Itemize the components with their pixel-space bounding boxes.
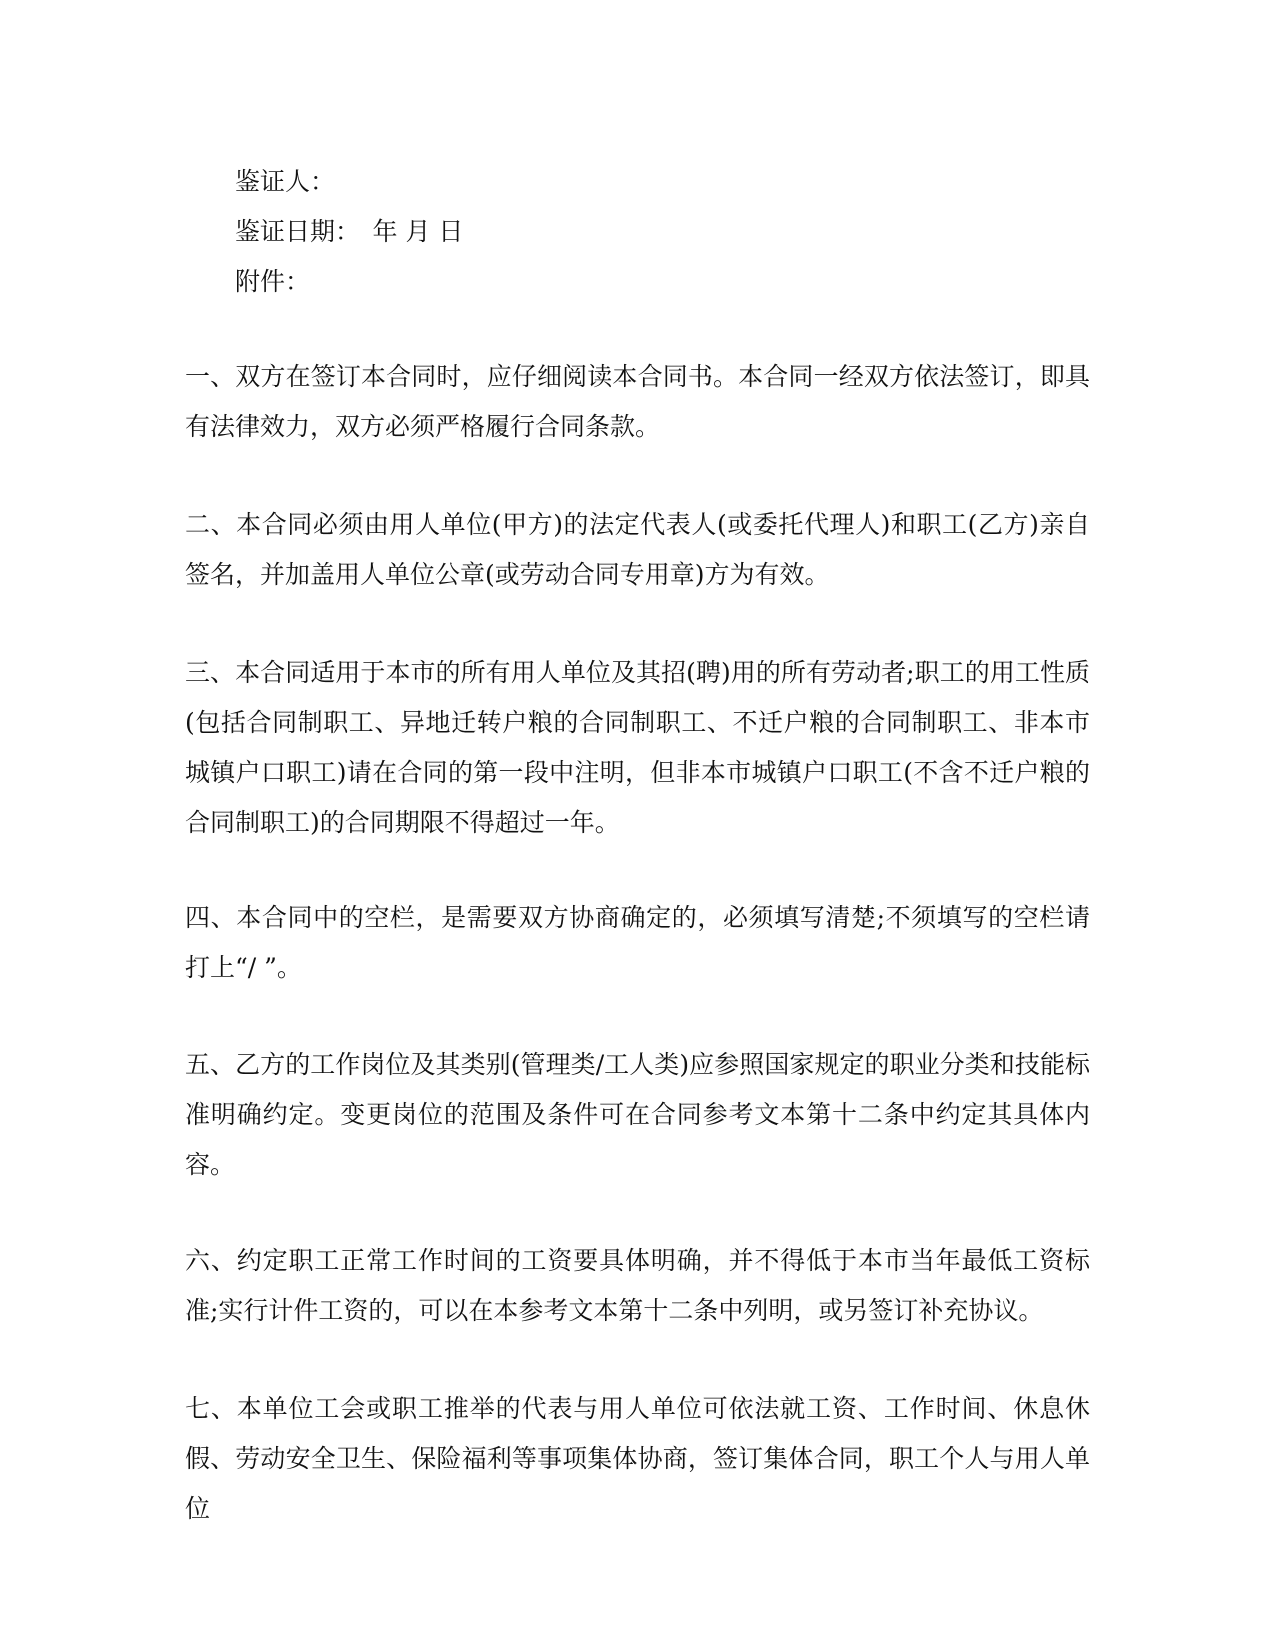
note-paragraph-1: 一、双方在签订本合同时，应仔细阅读本合同书。本合同一经双方依法签订，即具有法律效力，双方必须严格履行合同条款。 xyxy=(185,362,1090,441)
note-paragraph-4: 四、本合同中的空栏，是需要双方协商确定的，必须填写清楚;不须填写的空栏请打上“/ ”。 xyxy=(185,903,1090,982)
note-paragraph-7: 七、本单位工会或职工推举的代表与用人单位可依法就工资、工作时间、休息休假、劳动安全卫生、保险福利等事项集体协商，签订集体合同，职工个人与用人单位 xyxy=(185,1394,1090,1523)
attachment-label: 附件： xyxy=(235,267,311,296)
note-paragraph-2: 二、本合同必须由用人单位(甲方)的法定代表人(或委托代理人)和职工(乙方)亲自签名，并加盖用人单位公章(或劳动合同专用章)方为有效。 xyxy=(185,510,1090,589)
note-paragraph-5: 五、乙方的工作岗位及其类别(管理类/工人类)应参照国家规定的职业分类和技能标准明确约定。变更岗位的范围及条件可在合同参考文本第十二条中约定其具体内容。 xyxy=(185,1050,1090,1179)
note-paragraph-3: 三、本合同适用于本市的所有用人单位及其招(聘)用的所有劳动者;职工的用工性质(包括合同制职工、异地迁转户粮的合同制职工、不迁户粮的合同制职工、非本市城镇户口职工)请在合同的第一段中注明，但非本市城镇户口职工(不含不迁户粮的合同制职工)的合同期限不得超过一年。 xyxy=(185,658,1090,837)
witness-date-label: 鉴证日期： 年 月 日 xyxy=(235,217,464,246)
note-paragraph-6: 六、约定职工正常工作时间的工资要具体明确，并不得低于本市当年最低工资标准;实行计件工资的，可以在本参考文本第十二条中列明，或另签订补充协议。 xyxy=(185,1246,1090,1325)
witness-label: 鉴证人： xyxy=(235,167,336,196)
